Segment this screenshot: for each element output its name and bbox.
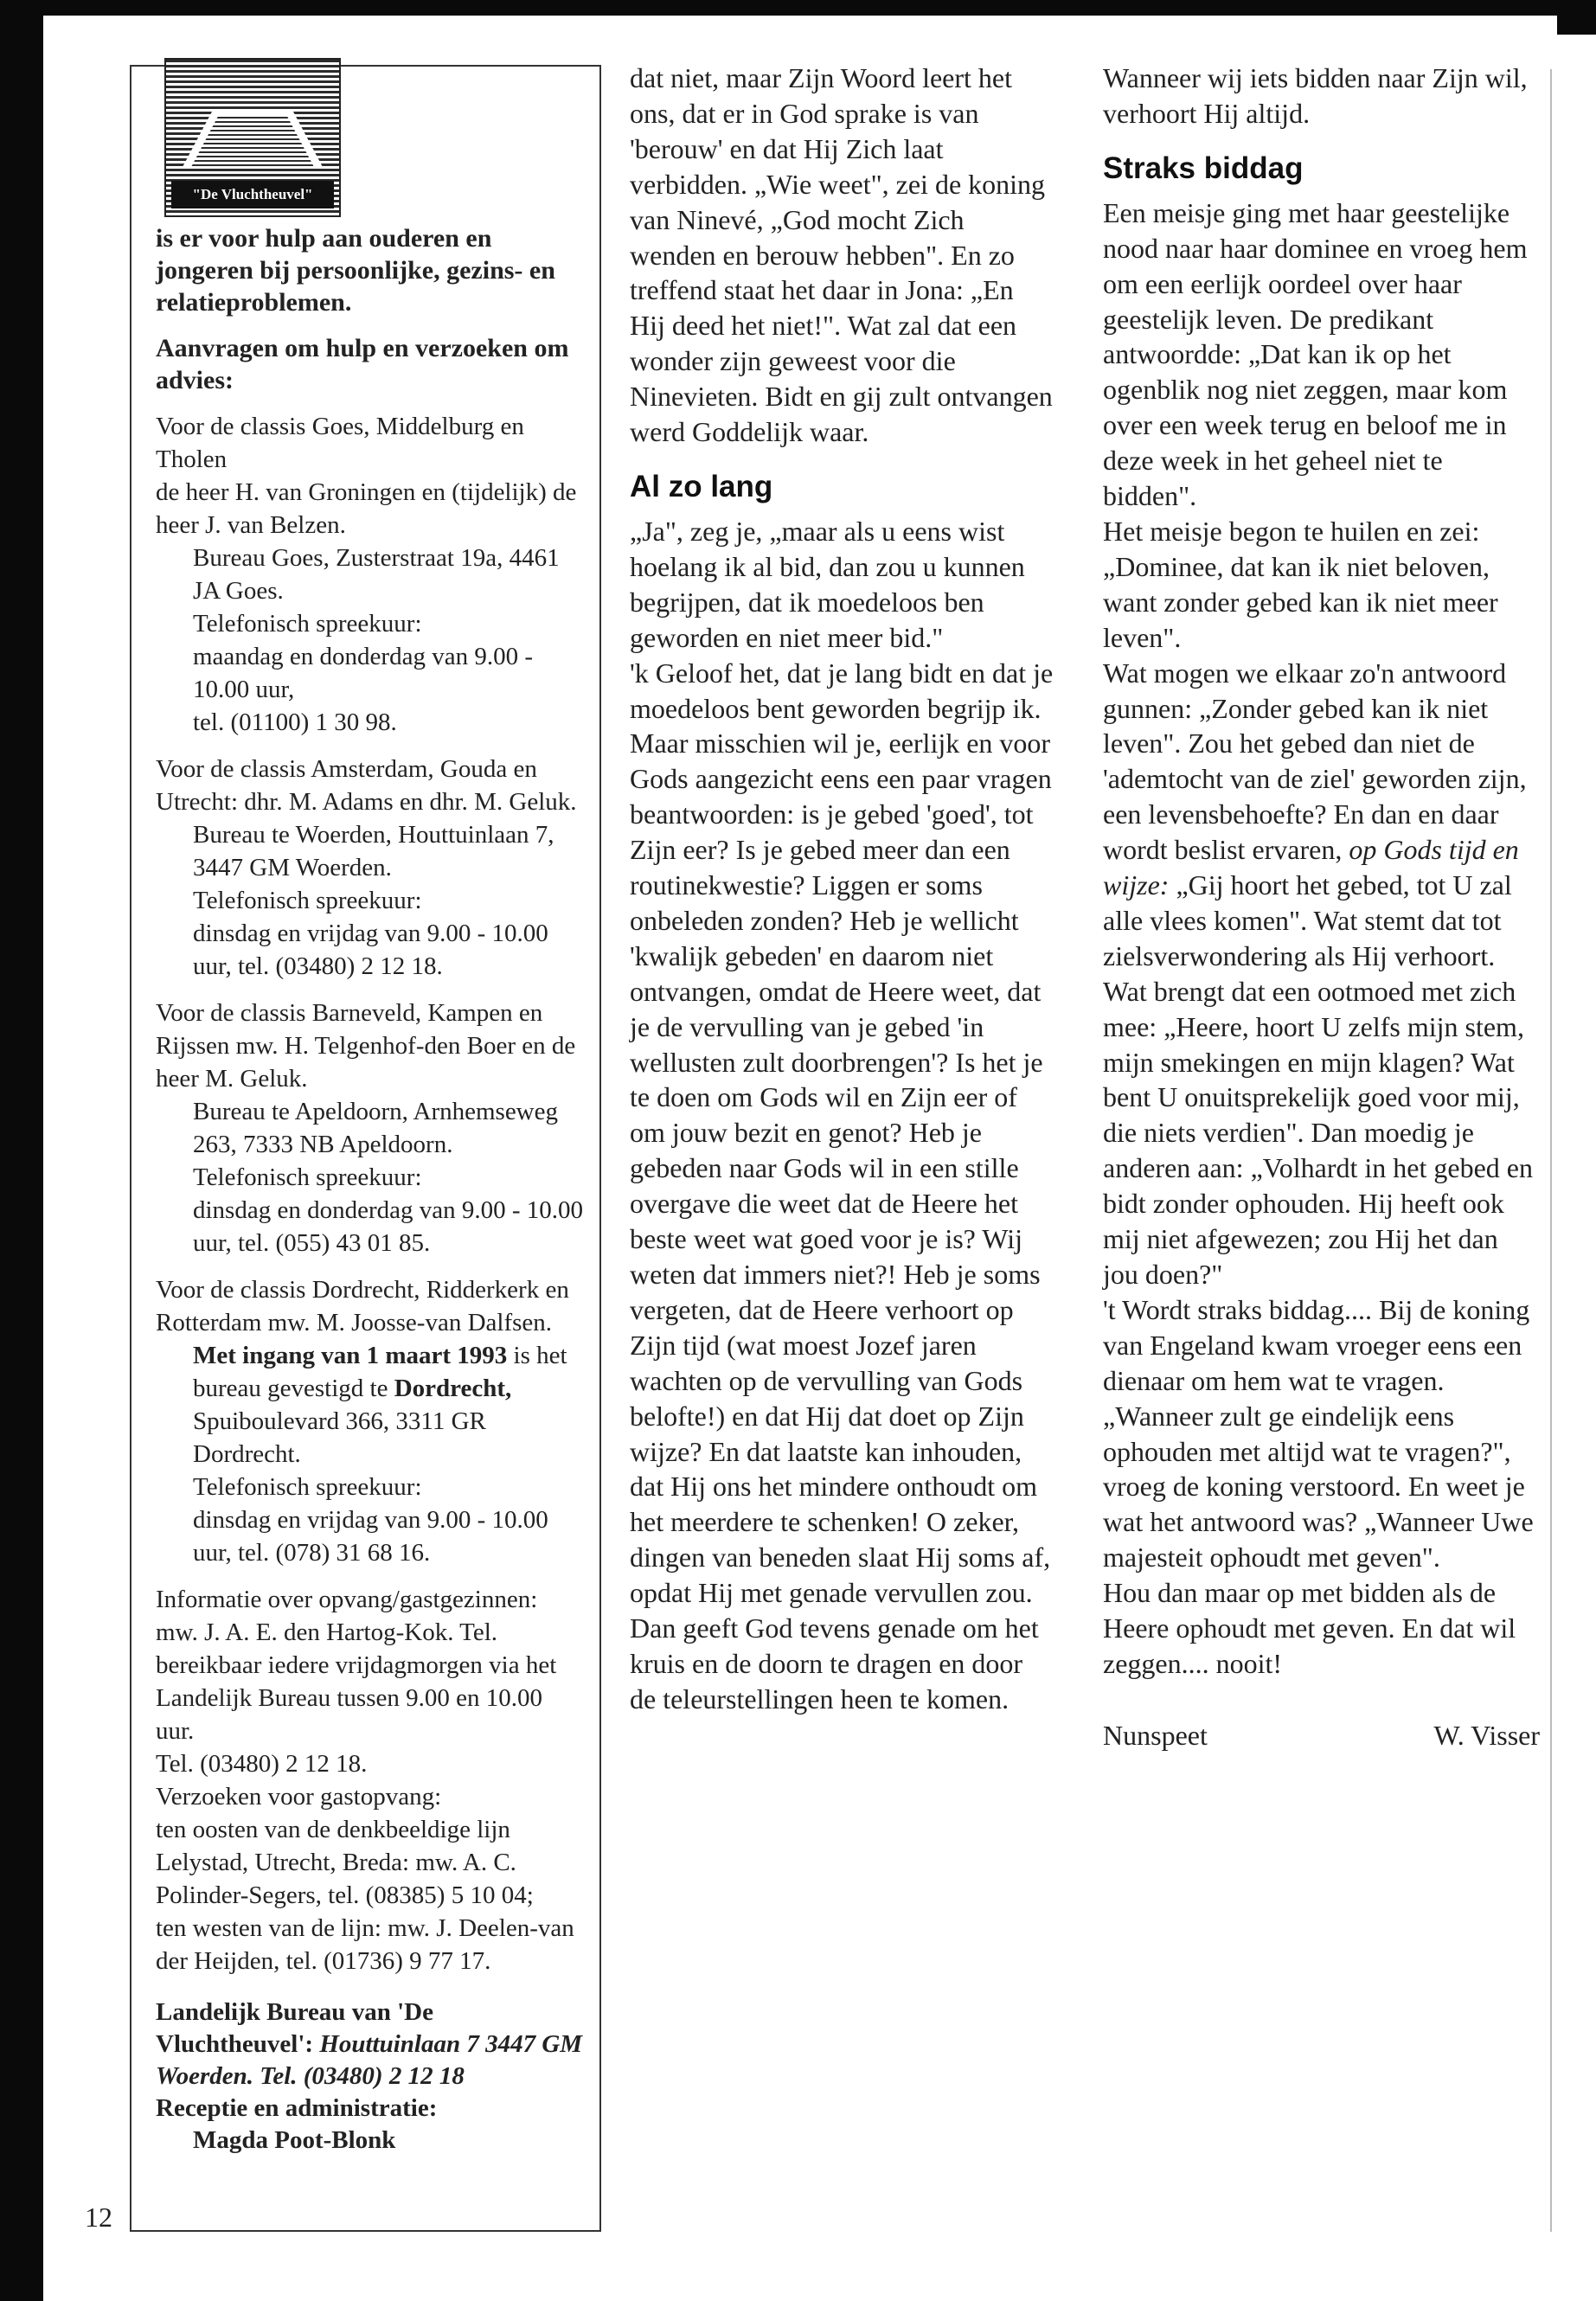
corner-mark	[1557, 0, 1596, 35]
receptie-name: Magda Poot-Blonk	[193, 2126, 396, 2154]
article-paragraph: Een meisje ging met haar geestelijke nood naar haar dominee en vroeg hem om een eerlijk oordeel over haar geestelijk leven. De predikant antwoordde: „Dat kan ik op het ogenblik nog niet zeggen, maar kom over een week terug en beloof me in deze week in het geheel niet te bidden".	[1103, 196, 1528, 512]
barneveld-phone-label: Telefonisch spreekuur:	[193, 1163, 422, 1191]
dordrecht-details	[156, 1339, 584, 1569]
goes-contacts: de heer H. van Groningen en (tijdelijk) de heer J. van Belzen.	[156, 478, 577, 539]
section-barneveld	[156, 997, 584, 1259]
amsterdam-bureau: Bureau te Woerden, Houttuinlaan 7, 3447 GM Woerden.	[193, 821, 554, 881]
goes-phone-label: Telefonisch spreekuur:	[193, 610, 422, 638]
informatie-text: Informatie over opvang/gastgezinnen: mw. J. A. E. den Hartog-Kok. Tel. bereikbaar iedere vrijdagmorgen via het Landelijk Bureau tussen 9.00 en 10.00 uur.	[156, 1586, 557, 1745]
vluchtheuvel-logo	[164, 58, 341, 217]
dordrecht-notice-text: is het bureau gevestigd te	[193, 1342, 567, 1402]
right-margin-rule	[1550, 69, 1552, 2232]
section-dordrecht	[156, 1273, 584, 1569]
article-paragraph: Het meisje begon te huilen en zei: „Dominee, dat kan ik niet beloven, want zonder gebed kan ik niet meer leven".	[1103, 515, 1498, 653]
goes-region: Voor de classis Goes, Middelburg en Tholen	[156, 413, 524, 473]
heading-al-zo-lang: Al zo lang	[630, 469, 773, 503]
top-border	[0, 0, 1596, 16]
dordrecht-region: Voor de classis Dordrecht, Ridderkerk en Rotterdam mw. M. Joosse-van Dalfsen.	[156, 1276, 569, 1336]
article-paragraph: dat niet, maar Zijn Woord leert het ons, dat er in God sprake is van 'berouw' en dat Hij Zich laat verbidden. „Wie weet", zei de koning van Ninevé, „God mocht Zich wenden en berouw hebben". En zo treffend staat het daar in Jona: „En Hij deed het niet!". Wat zal dat een wonder zijn geweest voor die Ninevieten. Bidt en gij zult ontvangen werd Goddelijk waar.	[630, 62, 1053, 448]
barneveld-bureau: Bureau te Apeldoorn, Arnhemseweg 263, 7333 NB Apeldoorn.	[193, 1098, 559, 1158]
receptie-label: Receptie en administratie:	[156, 2094, 438, 2122]
landelijk-label: Landelijk Bureau van 'De Vluchtheuvel':	[156, 1998, 433, 2058]
barneveld-details	[156, 1095, 584, 1259]
signature-author: W. Visser	[1433, 1719, 1540, 1751]
article-paragraph: Hou dan maar op met bidden als de Heere ophoudt met geven. En dat wil zeggen.... nooit!	[1103, 1577, 1516, 1679]
section-informatie	[156, 1583, 584, 1977]
signature-place: Nunspeet	[1103, 1719, 1208, 1751]
dordrecht-notice-date: Met ingang van 1 maart 1993	[193, 1342, 508, 1369]
article-paragraph: „Ja", zeg je, „maar als u eens wist hoelang ik al bid, dan zou u kunnen begrijpen, dat ik moedeloos ben geworden en niet meer bid."	[630, 515, 1025, 653]
gastopvang-label: Verzoeken voor gastopvang:	[156, 1783, 442, 1811]
left-border	[0, 0, 43, 2301]
section-amsterdam	[156, 753, 584, 983]
landelijk-line	[156, 1997, 584, 2093]
informatie-tel: Tel. (03480) 2 12 18.	[156, 1750, 368, 1778]
amsterdam-phone-label: Telefonisch spreekuur:	[193, 887, 422, 914]
amsterdam-details	[156, 818, 584, 983]
landelijk-bureau	[156, 1997, 584, 2157]
para7-italic: op Gods tijd en wijze:	[1103, 834, 1519, 901]
box-intro: is er voor hulp aan ouderen en jongeren bij persoonlijke, gezins- en relatieproblemen.	[156, 224, 555, 317]
para7-end: „Gij hoort het gebed, tot U zal alle vlees komen". Wat stemt dat tot zielsverwondering als Hij verhoort. Wat brengt dat een ootmoed met zich mee: „Heere, hoort U zelfs mijn stem, mijn smekingen en mijn klagen? Wat bent U onuitsprekelijk goed voor mij, die niets verdien". Dan moedig je anderen aan: „Volhardt in het gebed en bidt zonder ophouden. Hij heeft ook mij niet afgewezen; zou Hij het dan jou doen?"	[1103, 869, 1533, 1290]
barneveld-region: Voor de classis Barneveld, Kampen en Rijssen mw. H. Telgenhof-den Boer en de heer M. Geluk.	[156, 999, 576, 1093]
logo-label: "De Vluchtheuvel"	[171, 181, 334, 208]
article-paragraph: Wanneer wij iets bidden naar Zijn wil, verhoort Hij altijd.	[1103, 62, 1528, 129]
gastopvang-oosten: ten oosten van de denkbeeldige lijn Lelystad, Utrecht, Breda: mw. A. C. Polinder-Segers, tel. (08385) 5 10 04;	[156, 1816, 534, 1909]
para7-start: Wat mogen we elkaar zo'n antwoord gunnen: „Zonder gebed kan ik niet leven". Zou het gebed dan niet de 'ademtocht van de ziel' geworden zijn, een levensbehoefte? En dan en daar wordt beslist ervaren,	[1103, 657, 1527, 866]
article-paragraph: 't Wordt straks biddag.... Bij de koning van Engeland kwam vroeger eens een dienaar om hem wat te vragen. „Wanneer zult ge eindelijk eens ophouden met altijd wat te vragen?", vroeg de koning verstoord. En weet je wat het antwoord was? „Wanneer Uwe majesteit ophoudt met geven".	[1103, 1293, 1534, 1574]
barneveld-phone-hours: dinsdag en donderdag van 9.00 - 10.00 uur, tel. (055) 43 01 85.	[193, 1196, 584, 1257]
dordrecht-notice-address: Spuiboulevard 366, 3311 GR Dordrecht.	[193, 1407, 486, 1468]
amsterdam-phone-hours: dinsdag en vrijdag van 9.00 - 10.00 uur, tel. (03480) 2 12 18.	[193, 920, 548, 980]
dordrecht-phone-hours: dinsdag en vrijdag van 9.00 - 10.00 uur, tel. (078) 31 68 16.	[193, 1506, 548, 1567]
section-goes	[156, 410, 584, 739]
article-column-middle	[630, 61, 1054, 1717]
article-paragraph: 'k Geloof het, dat je lang bidt en dat je moedeloos bent geworden begrijp ik. Maar misschien wil je, eerlijk en voor Gods aangezicht eens een paar vragen beantwoorden: is je gebed 'goed', tot Zijn eer? Is je gebed meer dan een routinekwestie? Liggen er soms onbeleden zonden? Heb je wellicht 'kwalijk gebeden' en daarom niet ontvangen, omdat de Heere weet, dat je de vervulling van je gebed 'in wellusten zult doorbrengen'? Is het je te doen om Gods wil en Zijn eer of om jouw bezit en genot? Heb je gebeden naar Gods wil in een stille overgave die weet dat de Heere het beste weet wat goed voor je is? Wij weten dat immers niet?! Heb je soms vergeten, dat de Heere verhoort op Zijn tijd (wat moest Jozef jaren wachten op de vervulling van Gods belofte!) en dat Hij dat doet op Zijn wijze? En dat laatste kan inhouden, dat Hij ons het mindere onthoudt om het meerdere te schenken! O zeker, dingen van beneden slaat Hij soms af, opdat Hij met genade vervullen zou. Dan geeft God tevens genade om het kruis en de doorn te dragen en door de teleurstellingen heen te komen.	[630, 657, 1054, 1715]
dordrecht-notice-city: Dordrecht,	[394, 1375, 512, 1402]
heading-straks-biddag: Straks biddag	[1103, 151, 1304, 185]
goes-phone-hours: maandag en donderdag van 9.00 - 10.00 uur,	[193, 643, 533, 703]
amsterdam-region: Voor de classis Amsterdam, Gouda en Utrecht: dhr. M. Adams en dhr. M. Geluk.	[156, 755, 577, 816]
gastopvang-westen: ten westen van de lijn: mw. J. Deelen-van der Heijden, tel. (01736) 9 77 17.	[156, 1914, 574, 1975]
goes-bureau: Bureau Goes, Zusterstraat 19a, 4461 JA Goes.	[193, 544, 560, 605]
article-paragraph	[1103, 656, 1540, 1292]
info-box	[130, 65, 601, 2232]
goes-details	[156, 542, 584, 739]
article-column-right	[1103, 61, 1540, 1753]
box-heading: Aanvragen om hulp en verzoeken om advies:	[156, 334, 569, 394]
dordrecht-phone-label: Telefonisch spreekuur:	[193, 1473, 422, 1501]
landelijk-address: Houttuinlaan 7 3447 GM Woerden. Tel. (03480) 2 12 18	[156, 2030, 583, 2090]
dordrecht-notice	[193, 1339, 584, 1471]
signature	[1103, 1718, 1540, 1753]
goes-tel: tel. (01100) 1 30 98.	[193, 708, 397, 736]
page-number: 12	[85, 2202, 112, 2233]
